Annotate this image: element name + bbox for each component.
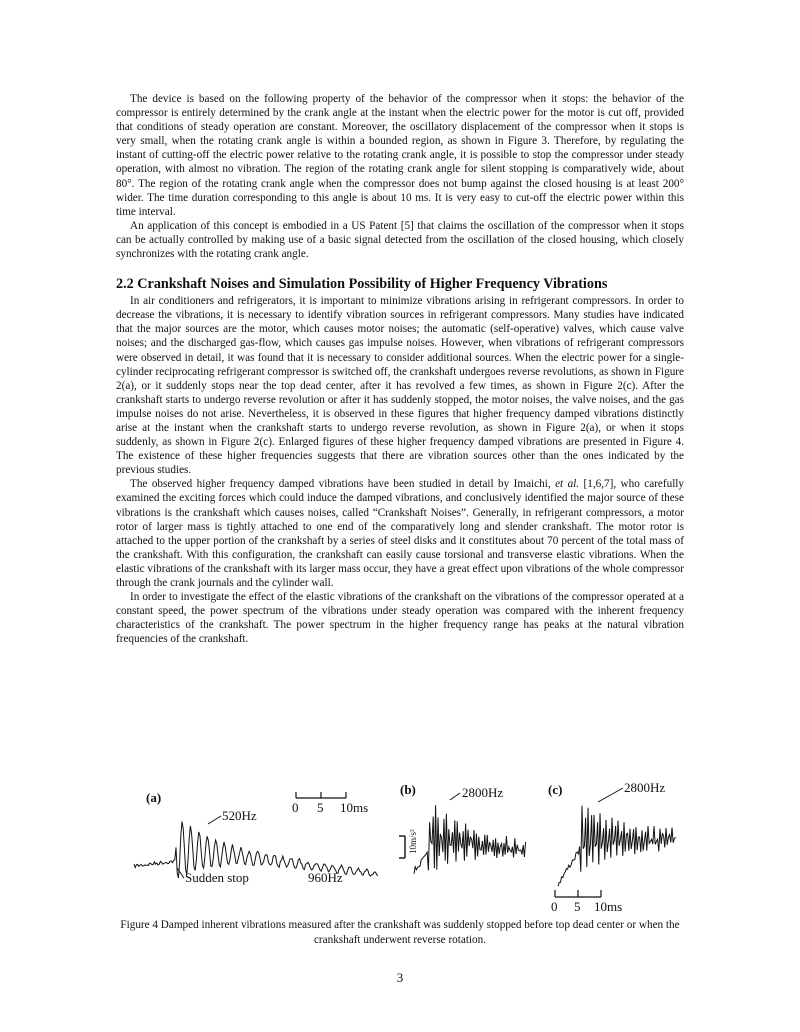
leader-line [598,788,623,802]
scale-tick-label: 0 [292,800,299,815]
paragraph: The device is based on the following property of the behavior of the compressor when it stops: the behavior of the compressor is entirely determined by the crank angle at the instant when the electric power for the motor is cut off, provided that conditions of steady operation are constant. Moreover, the oscillatory displacement of the compressor when it stops is very small, when the rotating crank angle is within a bounded region, as shown in Figure 3. Therefore, by regulating the instant of cutting-off the electric power relative to the rotating crank angle, it is possible to stop the compressor under steady operation, with almost no vibration. The region of the rotating crank angle for silent stopping is comparatively wide, about 80°. The region of the rotating crank angle when the compressor does not bump against the closed housing is at least 200° wider. The time duration corresponding to this angle is about 10 ms. It is very easy to cut-off the electric power within this time interval. [116,93,684,218]
scale-tick-label: 5 [574,899,581,914]
panel-c [548,780,676,914]
scale-tick-label: 10ms [594,899,623,914]
body-text [116,92,684,646]
paragraph-text: [1,6,7], who carefully examined the exciting forces which could induce the damped vibrations, and conclusively identified the major source of these vibrations is the crankshaft which causes noises, called “Crankshaft Noises”. Generally, in refrigerant compressors, a motor rotor of larger mass is tightly attached to one end of the comparatively long and slender crankshaft. The motor rotor is attached to the upper portion of the crankshaft by a series of steel disks and it constitutes about 70 percent of the total mass of the crankshaft. With this configuration, the crankshaft can easily cause torsional and transverse elastic vibrations. When the elastic vibrations of the crankshaft with its larger mass occur, they have a great effect upon vibrations of the whole compressor through the crank journals and the cylinder wall. [116,478,685,589]
amplitude-scale-label: 10m/s² [408,829,418,854]
panel-a-label: (a) [146,790,162,805]
panel-c-label: (c) [548,782,563,797]
freq-520-label: 520Hz [222,808,257,823]
amplitude-scale-bar [399,829,418,858]
vibration-waveforms [128,776,684,916]
paragraph-text: The observed higher frequency damped vibrations have been studied in detail by Imaichi, [130,478,556,491]
freq-960-label: 960Hz [308,870,343,885]
panel-b [399,782,526,874]
scale-tick-label: 0 [551,899,558,914]
et-al: et al. [555,478,580,491]
freq-2800-label: 2800Hz [624,780,666,795]
page-number: 3 [396,970,404,985]
sudden-stop-label: Sudden stop [185,870,249,885]
scale-tick-label: 10ms [340,800,369,815]
scale-tick-label: 5 [317,800,324,815]
paragraph [116,477,684,590]
section-heading: 2.2 Crankshaft Noises and Simulation Possibility of Higher Frequency Vibrations [116,276,608,293]
paragraph: In air conditioners and refrigerators, it is important to minimize vibrations arising in refrigerant compressors. In order to decrease the vibrations, it is necessary to identify vibration sources in refrigerant compressors. Many studies have indicated that the major sources are the motor, which causes motor noises; the automatic (self-operative) valves, which cause valve noises; and the discharged gas-flow, which causes gas impulse noises. However, when vibrations of refrigerant compressors were observed in detail, it was found that it is necessary to consider additional sources. When the electric power for a single-cylinder reciprocating refrigerant compressor is switched off, the crankshaft undergoes reverse revolutions, as shown in Figure 2(a), or it suddenly stops near the top dead center, after it has revolved a few times, as shown in Figure 2(c). After the crankshaft starts to undergo reverse revolution or after it has suddenly stopped, the motor noises, the valve noises, and the gas impulse noises do not arise. Nevertheless, it is observed in these figures that higher frequency damped vibrations distinctly arise at the instant when the crankshaft starts to undergo reverse revolution, as shown in Figure 2(a), or when it stops suddenly, as shown in Figure 2(c). Enlarged figures of these higher frequency damped vibrations are presented in Figure 4. The existence of these higher frequencies suggests that there are vibration sources other than the ones indicated by the previous studies. [116,295,684,477]
panel-b-label: (b) [400,782,416,797]
freq-2800-label: 2800Hz [462,785,504,800]
panel-c-waveform [558,806,676,887]
panel-a [134,790,378,885]
figure-4 [128,776,684,916]
panel-b-waveform [414,805,526,874]
leader-line [450,793,460,800]
paragraph: An application of this concept is embodied in a US Patent [5] that claims the oscillation of the compressor when it stops can be actually controlled by making use of a basic signal detected from the oscillation of the closed housing, which closely synchronizes with the rotating crank angle. [116,219,684,261]
time-scale-bar [551,890,622,914]
time-scale-bar [292,792,368,815]
figure-caption: Figure 4 Damped inherent vibrations measured after the crankshaft was suddenly stopped before top dead center or when the crankshaft underwent reverse rotation. [120,919,680,946]
leader-line [208,816,221,824]
paragraph: In order to investigate the effect of the elastic vibrations of the crankshaft on the vibrations of the compressor operated at a constant speed, the power spectrum of the vibrations under steady operation was compared with the inherent frequency characteristics of the crankshaft. The power spectrum in the higher frequency range has peaks at the natural vibration frequencies of the crankshaft. [116,591,684,646]
